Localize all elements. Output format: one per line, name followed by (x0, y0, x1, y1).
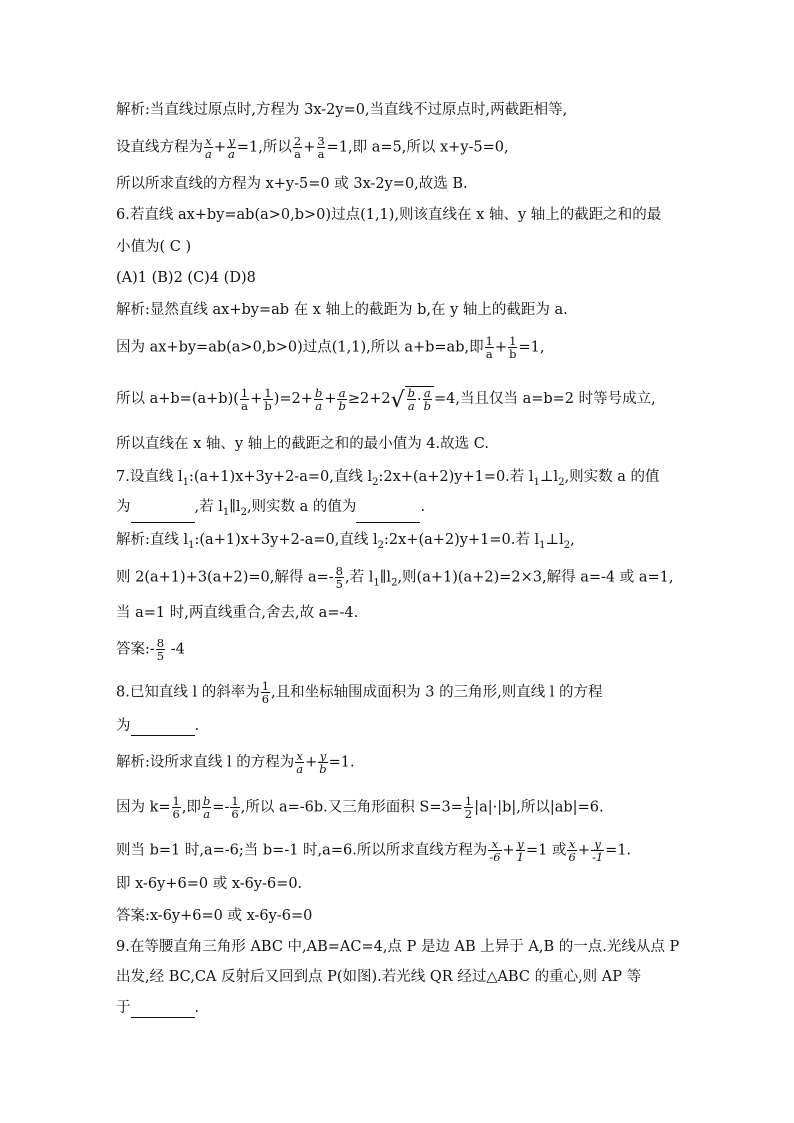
analysis-line-6b: 因为 ax+by=ab(a>0,b>0)过点(1,1),所以 a+b=ab,即 $\frac{1}{a}$ + $\frac{1}{b}$ =1, (116, 334, 545, 361)
analysis-line-8b: 因为 k= $\frac{1}{6}$ ,即 $\frac{b}{a}$ =- $\frac{1}{6}$ ,所以 a=-6b.又三角形面积 S=3= $\frac{1}{2}$ |a|·|b|,所以|ab|=6. (116, 794, 604, 821)
fraction: $\frac{b}{a}$ (407, 386, 415, 413)
analysis-line-3: 所以所求直线的方程为 x+y-5=0 或 3x-2y=0,故选 B. (116, 176, 468, 192)
fraction: $\frac{1}{a}$ (485, 334, 493, 361)
fraction: $\frac{a}{b}$ (338, 385, 346, 413)
question-6-stem: 6.若直线 ax+by=ab(a>0,b>0)过点(1,1),则该直线在 x 轴、y 轴上的截距之和的最 (116, 207, 662, 223)
question-8-stem-cont: 为 . (116, 718, 200, 734)
answer-8: 答案:x-6y+6=0 或 x-6y-6=0 (116, 908, 313, 924)
fraction: $\frac{b}{a}$ (314, 385, 323, 413)
question-8-stem: 8.已知直线 l 的斜率为 $\frac{1}{6}$ ,且和坐标轴围成面积为 3 的三角形,则直线 l 的方程 (116, 679, 603, 706)
fraction: $\frac{1}{b}$ (264, 385, 272, 413)
analysis-line-8a: 解析:设所求直线 l 的方程为 $\frac{x}{a}$ + $\frac{y}{b}$ =1. (116, 749, 355, 776)
analysis-line-6a: 解析:显然直线 ax+by=ab 在 x 轴上的截距为 b,在 y 轴上的截距为 a. (116, 302, 568, 318)
fraction: $\frac{2}{a}$ (293, 134, 302, 161)
question-9-stem-end: 于 . (116, 1000, 200, 1016)
answer-blank[interactable] (131, 721, 195, 736)
fraction: $\frac{8}{5}$ (156, 636, 165, 663)
square-root: √ $\frac{b}{a}$ · $\frac{a}{b}$ (391, 386, 434, 412)
fraction: $\frac{x}{-6}$ (489, 837, 501, 864)
analysis-line-6c: 所以 a+b=(a+b)( $\frac{1}{a}$ + $\frac{1}{b}$ )=2+ $\frac{b}{a}$ + $\frac{a}{b}$ ≥2+2 √ $\frac{b}{a}$ · $\frac{a}{b}$ =4,当且仅当 a=b=2 时等号成立, (116, 385, 656, 413)
analysis-line-8c: 则当 b=1 时,a=-6;当 b=-1 时,a=6.所以所求直线方程为 $\frac{x}{-6}$ + $\frac{y}{1}$ =1 或 $\frac{x}{6}$ + $\frac{y}{-1}$ =1. (116, 837, 632, 864)
question-7-stem-cont: 为 ,若 $l_1\parallel l_2$,则实数 a 的值为 . (116, 497, 425, 523)
fraction: $\frac{y}{-1}$ (591, 837, 604, 864)
question-9-stem-cont: 出发,经 BC,CA 反射后又回到点 P(如图).若光线 QR 经过△ABC 的重心,则 AP 等 (116, 969, 642, 985)
fraction: $\frac{y}{b}$ (319, 749, 327, 776)
fraction: $\frac{1}{6}$ (172, 794, 180, 821)
fraction: $\frac{x}{a}$ (205, 134, 212, 161)
fraction: $\frac{1}{b}$ (509, 334, 517, 361)
fraction: $\frac{1}{6}$ (231, 794, 239, 821)
fraction: $\frac{x}{6}$ (568, 837, 576, 864)
fraction: $\frac{a}{b}$ (423, 386, 431, 413)
analysis-line-8d: 即 x-6y+6=0 或 x-6y-6=0. (116, 876, 303, 892)
fraction: $\frac{1}{a}$ (240, 385, 249, 413)
analysis-line-6d: 所以直线在 x 轴、y 轴上的截距之和的最小值为 4.故选 C. (116, 436, 489, 452)
fraction: $\frac{x}{a}$ (296, 749, 304, 776)
analysis-line-7c: 当 a=1 时,两直线重合,舍去,故 a=-4. (116, 605, 359, 621)
fraction: $\frac{b}{a}$ (202, 794, 211, 821)
analysis-line-7a: 解析:直线 $l_1:(a+1)x+3y+2-a=0$,直线 $l_2:2x+(a+2)y+1=0$.若 $l_1\perp l_2$, (116, 532, 575, 551)
fraction: $\frac{y}{1}$ (516, 837, 524, 864)
fraction: $\frac{1}{6}$ (261, 679, 270, 706)
fraction: $\frac{8}{5}$ (335, 564, 343, 591)
question-7-stem: 7.设直线 $l_1:(a+1)x+3y+2-a=0$,直线 $l_2:2x+(a+2)y+1=0$.若 $l_1\perp l_2$,则实数 a 的值 (116, 469, 660, 488)
analysis-line-2: 设直线方程为 $\frac{x}{a}$ + $\frac{y}{a}$ =1,所以 $\frac{2}{a}$ + $\frac{3}{a}$ =1,即 a=5,所以 x+y-5=0, (116, 134, 509, 161)
fraction: $\frac{3}{a}$ (317, 134, 325, 161)
answer-7: 答案:- $\frac{8}{5}$ -4 (116, 636, 185, 663)
analysis-line-1: 解析:当直线过原点时,方程为 3x-2y=0,当直线不过原点时,两截距相等, (116, 102, 568, 118)
question-9-stem: 9.在等腰直角三角形 ABC 中,AB=AC=4,点 P 是边 AB 上异于 A,B 的一点.光线从点 P (116, 939, 680, 955)
answer-blank[interactable] (131, 1003, 195, 1018)
fraction: $\frac{1}{2}$ (464, 794, 473, 821)
answer-blank[interactable] (356, 508, 420, 523)
question-6-stem-cont: 小值为( C ) (116, 239, 192, 255)
fraction: $\frac{y}{a}$ (228, 134, 235, 161)
question-6-options: (A)1 (B)2 (C)4 (D)8 (116, 270, 256, 286)
analysis-line-7b: 则 2(a+1)+3(a+2)=0,解得 a=- $\frac{8}{5}$ ,若 $l_1\parallel l_2$,则(a+1)(a+2)=2×3,解得 a=-4 或 a=1, (116, 564, 674, 591)
answer-blank[interactable] (131, 508, 195, 523)
